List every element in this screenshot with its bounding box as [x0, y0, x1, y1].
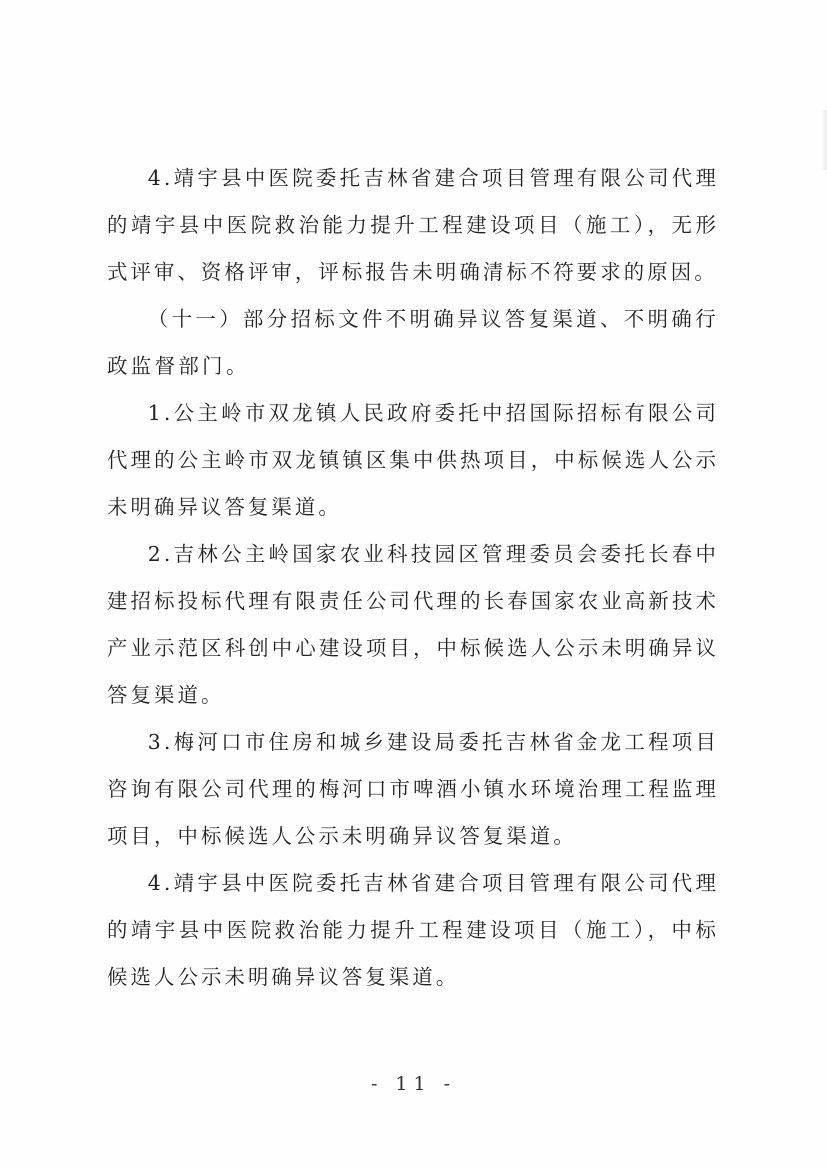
page-number: - 11 - [370, 1073, 457, 1095]
scan-edge-shadow [821, 110, 827, 170]
paragraph-item-2-changchun: 2.吉林公主岭国家农业科技园区管理委员会委托长春中建招标投标代理有限责任公司代理的长春国家农业高新技术产业示范区科创中心建设项目，中标候选人公示未明确异议答复渠道。 [107, 542, 719, 707]
paragraph-item-4-jingyu: 4.靖宇县中医院委托吉林省建合项目管理有限公司代理的靖宇县中医院救治能力提升工程建设项目（施工），中标候选人公示未明确异议答复渠道。 [107, 871, 719, 989]
section-heading-eleven: （十一）部分招标文件不明确异议答复渠道、不明确行政监督部门。 [107, 307, 719, 378]
paragraph-item-3-meihekou: 3.梅河口市住房和城乡建设局委托吉林省金龙工程项目咨询有限公司代理的梅河口市啤酒小镇水环境治理工程监理项目，中标候选人公示未明确异议答复渠道。 [107, 730, 719, 848]
paragraph-item-4-no-review: 4.靖宇县中医院委托吉林省建合项目管理有限公司代理的靖宇县中医院救治能力提升工程建设项目（施工），无形式评审、资格评审，评标报告未明确清标不符要求的原因。 [107, 166, 719, 284]
paragraph-item-1-gongzhuling: 1.公主岭市双龙镇人民政府委托中招国际招标有限公司代理的公主岭市双龙镇镇区集中供热项目，中标候选人公示未明确异议答复渠道。 [107, 401, 719, 519]
document-body [107, 155, 719, 1001]
